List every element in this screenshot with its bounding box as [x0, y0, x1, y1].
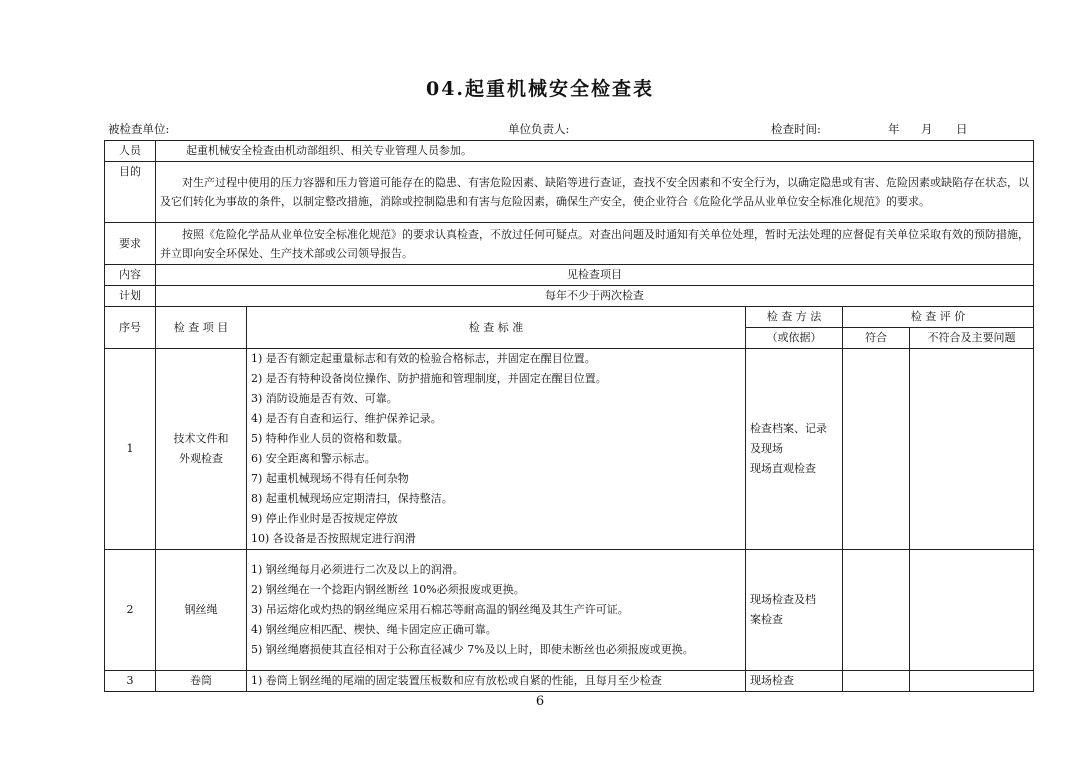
page-title: 04.起重机械安全检查表 [425, 78, 655, 100]
standards-list [247, 550, 746, 671]
plan-row [105, 286, 1034, 307]
item-seq: 3 [105, 671, 156, 692]
list-item: 5) 钢丝绳磨损使其直径相对于公称直径减少 7%及以上时，即使未断丝也必须报废或更换。 [251, 643, 694, 656]
purpose-label: 目的 [105, 162, 156, 223]
nonconform-cell [910, 349, 1034, 550]
method-line: 及现场 [750, 442, 783, 455]
nonconform-cell [910, 550, 1034, 671]
evaluation-header: 检 查 评 价 [843, 307, 1034, 328]
conform-cell [843, 671, 910, 692]
content-text: 见检查项目 [156, 265, 1034, 286]
method-line: 现场检查 [750, 674, 794, 687]
standards-list [247, 349, 746, 550]
list-item: 3) 消防设施是否有效、可靠。 [251, 392, 398, 405]
method-cell [746, 671, 843, 692]
list-item: 2) 是否有特种设备岗位操作、防护措施和管理制度，并固定在醒目位置。 [251, 372, 607, 385]
conform-cell [843, 550, 910, 671]
plan-text: 每年不少于两次检查 [156, 286, 1034, 307]
day-label: 日 [956, 122, 968, 136]
list-item: 1) 是否有额定起重量标志和有效的检验合格标志，并固定在醒目位置。 [251, 352, 596, 365]
list-item: 7) 起重机械现场不得有任何杂物 [251, 472, 409, 485]
requirement-label: 要求 [105, 223, 156, 265]
inspected-unit-label: 被检查单位: [108, 122, 170, 136]
list-item: 5) 特种作业人员的资格和数量。 [251, 432, 409, 445]
method-header: 检 查 方 法 [746, 307, 843, 328]
unit-leader-label: 单位负责人: [508, 122, 570, 136]
method-cell [746, 550, 843, 671]
standard-header: 检 查 标 准 [247, 307, 746, 349]
table-row [105, 550, 1034, 671]
method-header-sub: （或依据） [746, 328, 843, 349]
method-line: 现场检查及档 [750, 593, 816, 606]
plan-label: 计划 [105, 286, 156, 307]
method-cell [746, 349, 843, 550]
list-item: 3) 吊运熔化或灼热的钢丝绳应采用石棉芯等耐高温的钢丝绳及其生产许可证。 [251, 603, 629, 616]
method-line: 检查档案、记录 [750, 422, 827, 435]
form-meta-line [108, 121, 1033, 137]
page-number: 6 [535, 694, 545, 709]
item-header: 检 查 项 目 [156, 307, 247, 349]
seq-header: 序号 [105, 307, 156, 349]
conform-cell [843, 349, 910, 550]
item-seq: 1 [105, 349, 156, 550]
year-label: 年 [888, 122, 900, 136]
content-label: 内容 [105, 265, 156, 286]
item-seq: 2 [105, 550, 156, 671]
personnel-label: 人员 [105, 141, 156, 162]
personnel-row [105, 141, 1034, 162]
list-item: 2) 钢丝绳在一个捻距内钢丝断丝 10%必须报废或更换。 [251, 583, 525, 596]
item-name-line: 外观检查 [179, 452, 223, 465]
list-item: 8) 起重机械现场应定期清扫，保持整洁。 [251, 492, 453, 505]
table-row [105, 349, 1034, 550]
list-item: 1) 卷筒上钢丝绳的尾端的固定装置压板数和应有放松或自紧的性能，且每月至少检查 [251, 674, 662, 687]
nonconform-header: 不符合及主要问题 [910, 328, 1034, 349]
requirement-text: 按照《危险化学品从业单位安全标准化规范》的要求认真检查，不放过任何可疑点。对查出问题及时通知有关单位处理，暂时无法处理的应督促有关单位采取有效的预防措施，并立即向安全环保处、生产技术部或公司领导报告。 [156, 223, 1034, 265]
content-row [105, 265, 1034, 286]
inspection-table [104, 140, 1034, 692]
list-item: 6) 安全距离和警示标志。 [251, 452, 376, 465]
requirement-row [105, 223, 1034, 265]
month-label: 月 [921, 122, 933, 136]
method-line: 现场直观检查 [750, 462, 816, 475]
purpose-text: 对生产过程中使用的压力容器和压力管道可能存在的隐患、有害危险因素、缺陷等进行查证，查找不安全因素和不安全行为，以确定隐患或有害、危险因素或缺陷存在状态，以及它们转化为事故的条件，以制定整改措施，消除或控制隐患和有害与危险因素，确保生产安全，使企业符合《危险化学品从业单位安全标准化规范》的要求。 [156, 162, 1034, 223]
nonconform-cell [910, 671, 1034, 692]
header-row-1 [105, 307, 1034, 328]
item-name [156, 349, 247, 550]
item-name-line: 钢丝绳 [184, 603, 218, 616]
item-name-line: 技术文件和 [173, 432, 229, 445]
list-item: 1) 钢丝绳每月必须进行二次及以上的润滑。 [251, 563, 464, 576]
list-item: 4) 钢丝绳应相匹配、楔快、绳卡固定应正确可靠。 [251, 623, 497, 636]
item-name [156, 550, 247, 671]
inspection-time-label: 检查时间: [771, 122, 821, 136]
purpose-row [105, 162, 1034, 223]
list-item: 9) 停止作业时是否按规定停放 [251, 512, 398, 525]
standards-list [247, 671, 746, 692]
item-name: 卷筒 [156, 671, 247, 692]
list-item: 4) 是否有自查和运行、维护保养记录。 [251, 412, 442, 425]
method-line: 案检查 [750, 613, 783, 626]
personnel-text: 起重机械安全检查由机动部组织、相关专业管理人员参加。 [156, 141, 1034, 162]
table-row [105, 671, 1034, 692]
conform-header: 符合 [843, 328, 910, 349]
list-item: 10) 各设备是否按照规定进行润滑 [251, 532, 416, 545]
